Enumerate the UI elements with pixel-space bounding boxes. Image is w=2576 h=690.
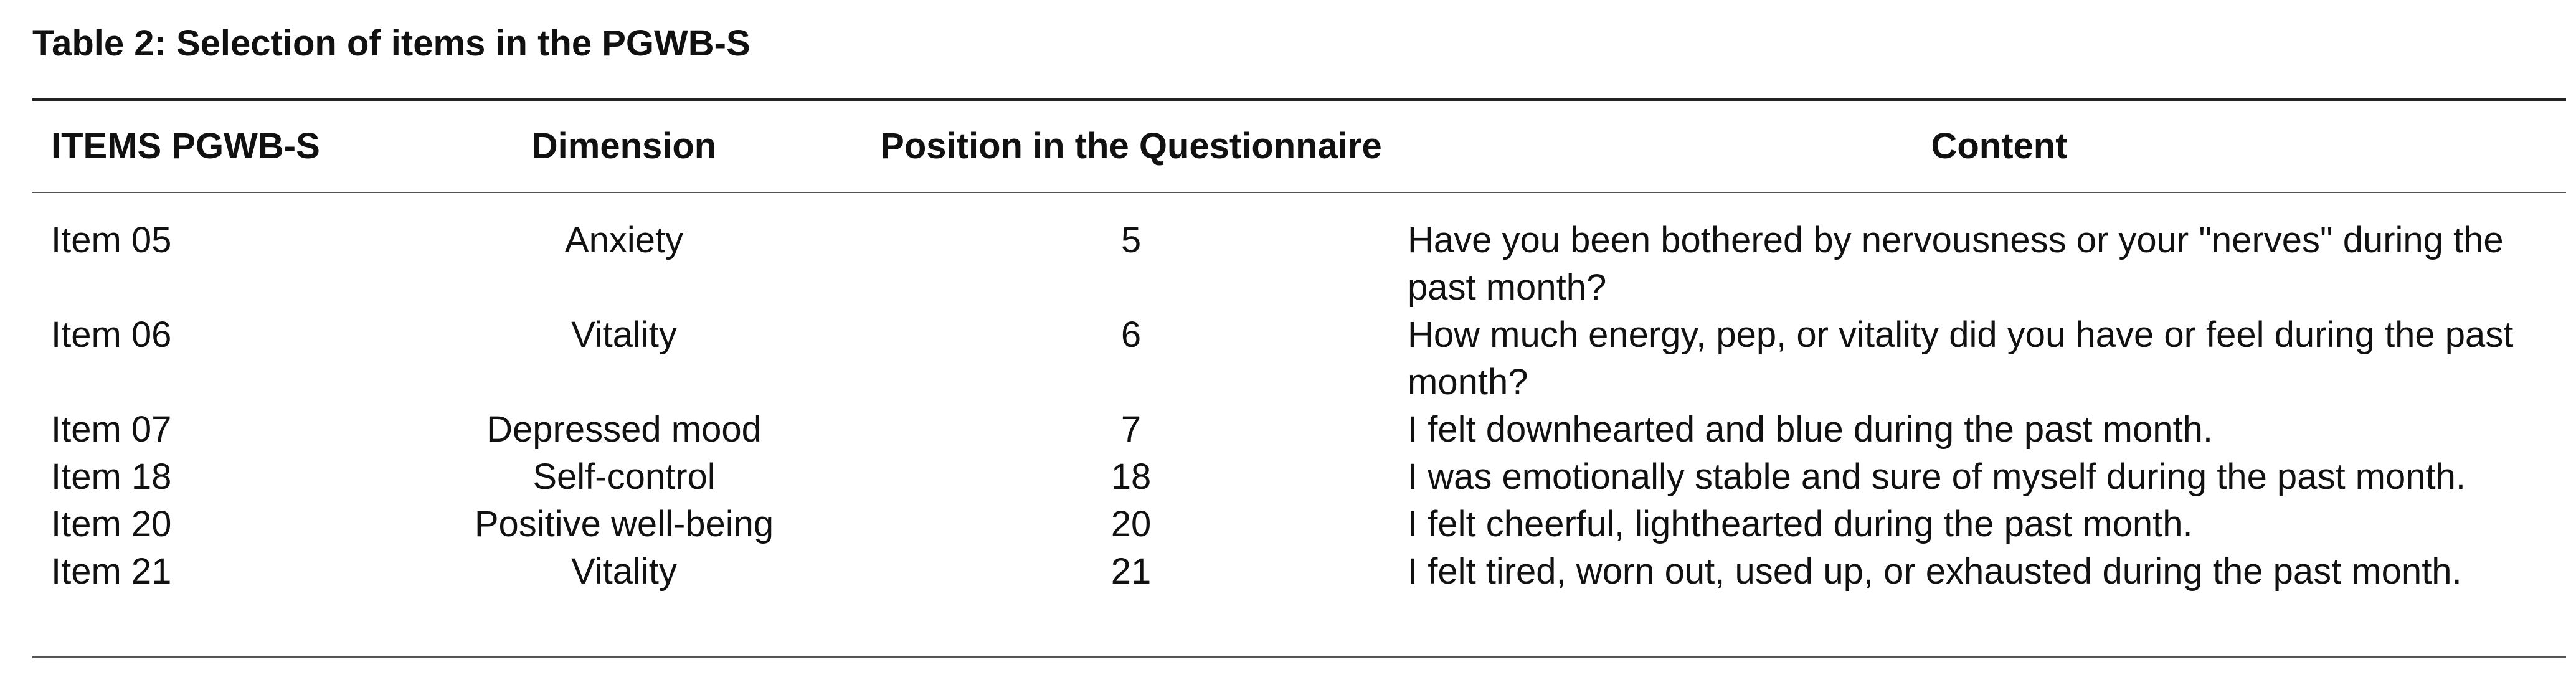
- column-header-position: Position in the Questionnaire: [880, 126, 1382, 166]
- item-cell: Item 06: [51, 314, 172, 355]
- content-cell: I was emotionally stable and sure of myself during the past month.: [1408, 456, 2466, 497]
- column-header-content: Content: [1931, 126, 2068, 166]
- content-cell: I felt downhearted and blue during the past month.: [1408, 409, 2213, 450]
- column-header-items: ITEMS PGWB-S: [51, 126, 320, 166]
- content-cell: I felt cheerful, lighthearted during the past month.: [1408, 504, 2193, 544]
- position-cell: 5: [1120, 220, 1142, 260]
- item-cell: Item 21: [51, 551, 172, 592]
- position-cell: 21: [1110, 551, 1152, 592]
- item-cell: Item 20: [51, 504, 172, 544]
- header-row: [32, 101, 2566, 192]
- item-cell: Item 18: [51, 456, 172, 497]
- dimension-cell: Vitality: [571, 551, 677, 592]
- table-row: [32, 406, 2566, 453]
- item-cell: Item 07: [51, 409, 172, 450]
- position-cell: 18: [1110, 456, 1152, 497]
- table-caption: Table 2: Selection of items in the PGWB-S: [32, 23, 751, 64]
- table-row: [32, 453, 2566, 501]
- content-cell: I felt tired, worn out, used up, or exhausted during the past month.: [1408, 551, 2462, 592]
- table-row: [32, 311, 2566, 406]
- position-cell: 7: [1120, 409, 1142, 450]
- table-row: [32, 548, 2566, 608]
- bottom-rule: [32, 656, 2566, 658]
- item-cell: Item 05: [51, 220, 172, 260]
- content-cell: Have you been bothered by nervousness or your "nerves" during the past month?: [1408, 220, 2504, 308]
- dimension-cell: Vitality: [571, 314, 677, 355]
- dimension-cell: Anxiety: [564, 220, 684, 260]
- table-body: [32, 192, 2566, 608]
- column-header-dimension: Dimension: [531, 126, 717, 166]
- items-table: [32, 101, 2566, 608]
- content-cell: How much energy, pep, or vitality did you have or feel during the past month?: [1408, 314, 2514, 402]
- dimension-cell: Self-control: [533, 456, 716, 497]
- table-header: [32, 101, 2566, 192]
- table-row: [32, 501, 2566, 548]
- position-cell: 20: [1110, 504, 1152, 544]
- dimension-cell: Depressed mood: [486, 409, 762, 450]
- dimension-cell: Positive well-being: [474, 504, 774, 544]
- table-row: [32, 192, 2566, 311]
- position-cell: 6: [1120, 314, 1142, 355]
